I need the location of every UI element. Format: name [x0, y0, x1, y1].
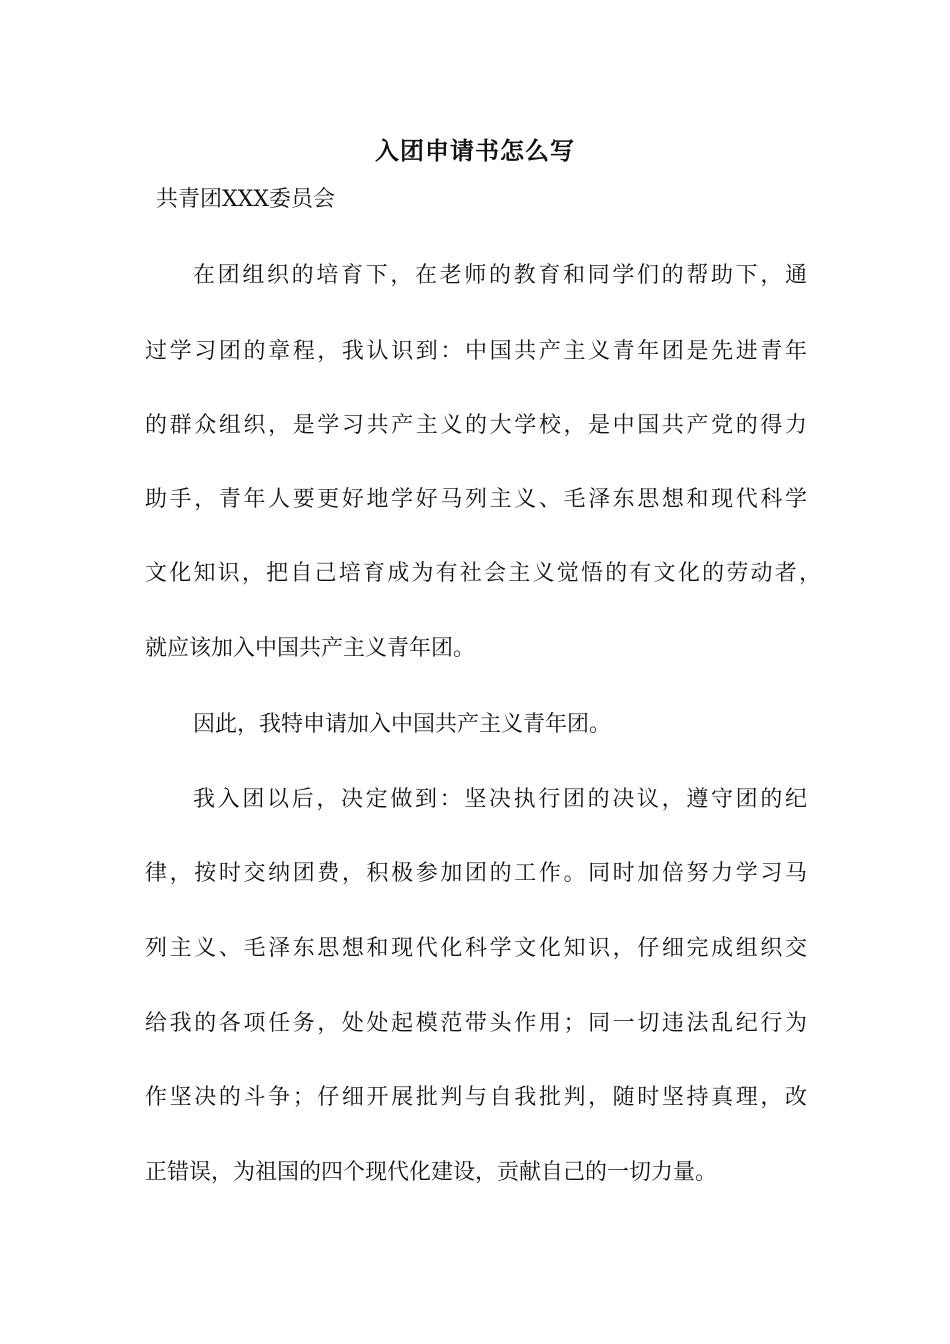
document-title: 入团申请书怎么写 — [375, 136, 575, 165]
paragraph-line: 给我的各项任务，处处起模范带头作用；同一切违法乱纪行为 — [145, 1011, 807, 1036]
paragraph-line: 的群众组织，是学习共产主义的大学校，是中国共产党的得力 — [145, 413, 807, 438]
paragraph-line: 助手，青年人要更好地学好马列主义、毛泽东思想和现代科学 — [145, 487, 807, 512]
paragraph-line: 过学习团的章程，我认识到：中国共产主义青年团是先进青年 — [145, 339, 807, 364]
paragraph-line: 就应该加入中国共产主义青年团。 — [145, 636, 476, 661]
paragraph-line: 作坚决的斗争；仔细开展批判与自我批判，随时坚持真理，改 — [145, 1085, 807, 1110]
paragraph-line: 文化知识，把自己培育成为有社会主义觉悟的有文化的劳动者， — [145, 561, 821, 586]
paragraph-line: 我入团以后，决定做到：坚决执行团的决议，遵守团的纪 — [193, 787, 807, 812]
paragraph-line: 在团组织的培育下，在老师的教育和同学们的帮助下，通 — [193, 263, 807, 288]
paragraph-line: 正错误，为祖国的四个现代化建设，贡献自己的一切力量。 — [145, 1160, 718, 1185]
paragraph-line: 列主义、毛泽东思想和现代化科学文化知识，仔细完成组织交 — [145, 936, 807, 961]
addressee: 共青团XXX委员会 — [156, 187, 335, 212]
paragraph-line: 因此，我特申请加入中国共产主义青年团。 — [193, 712, 612, 737]
paragraph-line: 律，按时交纳团费，积极参加团的工作。同时加倍努力学习马 — [145, 861, 807, 886]
